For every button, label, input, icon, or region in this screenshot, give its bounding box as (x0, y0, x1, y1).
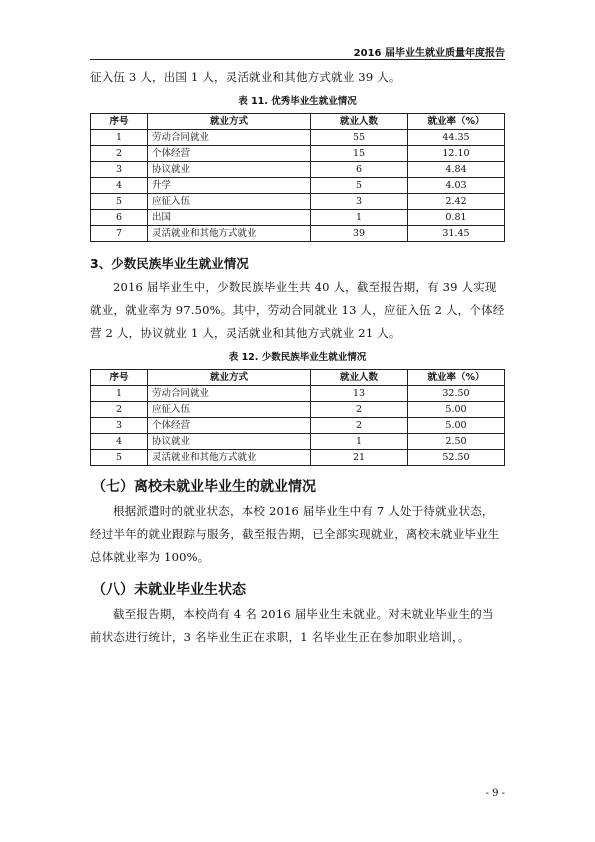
table12 (90, 369, 505, 466)
cell-index: 6 (91, 210, 148, 226)
cell-count: 21 (311, 450, 408, 466)
cell-count: 39 (311, 226, 408, 242)
table12-header-row (91, 370, 505, 386)
cell-mode: 劳动合同就业 (148, 130, 311, 146)
cell-rate: 2.42 (408, 194, 505, 210)
table-row (91, 162, 505, 178)
section-7-paragraph: 根据派遣时的就业状态，本校 2016 届毕业生中有 7 人处于待就业状态，经过半年的就业跟踪与服务，截至报告期，已全部实现就业，离校未就业毕业生总体就业率为 100%。 (90, 504, 500, 564)
cell-mode: 出国 (148, 210, 311, 226)
intro-paragraph: 征入伍 3 人，出国 1 人，灵活就业和其他方式就业 39 人。 (90, 70, 401, 84)
cell-count: 2 (311, 418, 408, 434)
cell-rate: 31.45 (408, 226, 505, 242)
cell-count: 2 (311, 402, 408, 418)
col-header-rate: 就业率（%） (408, 370, 505, 386)
cell-rate: 12.10 (408, 146, 505, 162)
cell-mode: 应征入伍 (148, 194, 311, 210)
cell-mode: 应征入伍 (148, 402, 311, 418)
cell-mode: 协议就业 (148, 434, 311, 450)
table-row (91, 450, 505, 466)
page-content (90, 66, 505, 649)
cell-index: 7 (91, 226, 148, 242)
cell-rate: 32.50 (408, 386, 505, 402)
page-number: - 9 - (485, 788, 505, 799)
table-row (91, 386, 505, 402)
table-row (91, 194, 505, 210)
running-header: 2016 届毕业生就业质量年度报告 (353, 48, 505, 59)
cell-index: 3 (91, 418, 148, 434)
cell-rate: 44.35 (408, 130, 505, 146)
table-row (91, 402, 505, 418)
cell-index: 1 (91, 386, 148, 402)
cell-mode: 灵活就业和其他方式就业 (148, 226, 311, 242)
header-rule (90, 59, 505, 60)
cell-rate: 5.00 (408, 418, 505, 434)
cell-index: 5 (91, 194, 148, 210)
section-7-heading: （七）离校未就业毕业生的就业情况 (92, 479, 316, 495)
col-header-index: 序号 (91, 370, 148, 386)
section-3-heading: 3、少数民族毕业生就业情况 (90, 256, 249, 271)
col-header-count: 就业人数 (311, 114, 408, 130)
cell-mode: 协议就业 (148, 162, 311, 178)
section-8-paragraph: 截至报告期，本校尚有 4 名 2016 届毕业生未就业。对未就业毕业生的当前状态进行统计，3 名毕业生正在求职，1 名毕业生正在参加职业培训，。 (90, 607, 494, 644)
cell-rate: 4.84 (408, 162, 505, 178)
cell-index: 4 (91, 434, 148, 450)
table11 (90, 113, 505, 242)
cell-rate: 52.50 (408, 450, 505, 466)
table-row (91, 146, 505, 162)
table-row (91, 178, 505, 194)
cell-mode: 劳动合同就业 (148, 386, 311, 402)
cell-rate: 5.00 (408, 402, 505, 418)
table11-caption: 表 11. 优秀毕业生就业情况 (238, 96, 357, 107)
table-row (91, 210, 505, 226)
table-row (91, 130, 505, 146)
cell-count: 15 (311, 146, 408, 162)
cell-count: 1 (311, 434, 408, 450)
col-header-count: 就业人数 (311, 370, 408, 386)
cell-index: 1 (91, 130, 148, 146)
cell-index: 2 (91, 146, 148, 162)
cell-count: 1 (311, 210, 408, 226)
cell-rate: 0.81 (408, 210, 505, 226)
cell-index: 2 (91, 402, 148, 418)
cell-count: 5 (311, 178, 408, 194)
cell-count: 3 (311, 194, 408, 210)
col-header-index: 序号 (91, 114, 148, 130)
col-header-mode: 就业方式 (148, 370, 311, 386)
col-header-mode: 就业方式 (148, 114, 311, 130)
cell-count: 6 (311, 162, 408, 178)
cell-rate: 4.03 (408, 178, 505, 194)
cell-mode: 个体经营 (148, 418, 311, 434)
cell-mode: 灵活就业和其他方式就业 (148, 450, 311, 466)
cell-mode: 个体经营 (148, 146, 311, 162)
table-row (91, 418, 505, 434)
section-8-heading: （八）未就业毕业生状态 (92, 582, 246, 598)
table-row (91, 226, 505, 242)
cell-index: 5 (91, 450, 148, 466)
col-header-rate: 就业率（%） (408, 114, 505, 130)
cell-count: 13 (311, 386, 408, 402)
cell-index: 3 (91, 162, 148, 178)
cell-index: 4 (91, 178, 148, 194)
cell-rate: 2.50 (408, 434, 505, 450)
table11-header-row (91, 114, 505, 130)
table-row (91, 434, 505, 450)
section-3-paragraph: 2016 届毕业生中，少数民族毕业生共 40 人，截至报告期，有 39 人实现就业，就业率为 97.50%。其中，劳动合同就业 13 人，应征入伍 2 人，个体经营 2 人，协议就业 1 人，灵活就业和其他方式就业 21 人。 (90, 280, 505, 340)
cell-count: 55 (311, 130, 408, 146)
cell-mode: 升学 (148, 178, 311, 194)
table12-caption: 表 12. 少数民族毕业生就业情况 (228, 352, 367, 363)
